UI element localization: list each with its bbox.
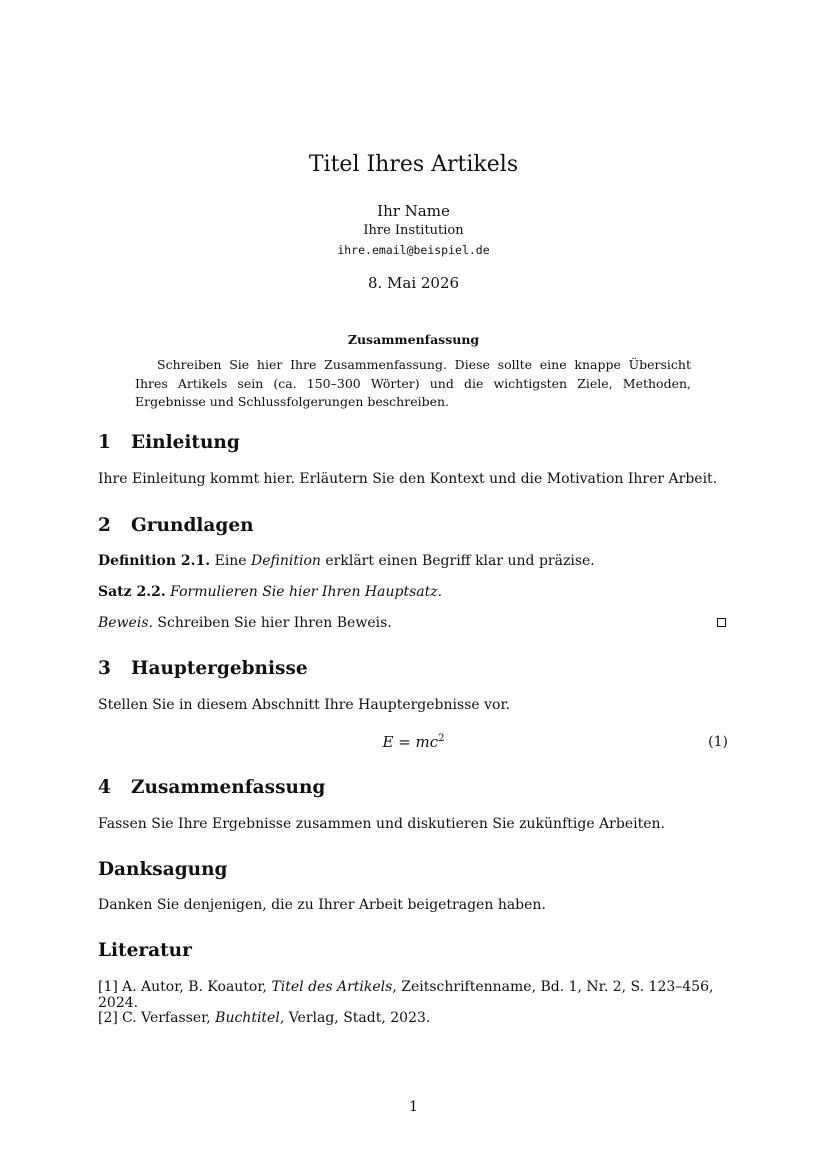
- page-number: 1: [409, 1099, 418, 1115]
- reference-details: , Verlag, Stadt, 2023.: [279, 1010, 431, 1026]
- section-title: Hauptergebnisse: [131, 658, 308, 679]
- author-institution: Ihre Institution: [363, 223, 464, 238]
- theorem-text: Formulieren Sie hier Ihren Hauptsatz.: [170, 584, 443, 600]
- equation-lhs: E: [382, 733, 394, 751]
- equation-equals: =: [393, 733, 416, 751]
- proof-text: Schreiben Sie hier Ihren Beweis.: [157, 615, 392, 631]
- acknowledgements-paragraph: Danken Sie denjenigen, die zu Ihrer Arbeit beigetragen haben.: [98, 897, 546, 913]
- reference-authors: C. Verfasser,: [122, 1010, 211, 1026]
- equation-number: (1): [708, 734, 728, 750]
- reference-item: [98, 1010, 738, 1026]
- section-title: Zusammenfassung: [131, 777, 326, 798]
- section-heading-1: [98, 432, 240, 453]
- reference-title: Titel des Artikels: [271, 979, 393, 995]
- definition-term: Definition: [251, 553, 321, 569]
- section-number: 2: [98, 515, 111, 536]
- paper-date: 8. Mai 2026: [367, 274, 460, 292]
- paper-title: Titel Ihres Artikels: [308, 152, 519, 177]
- results-paragraph: Stellen Sie in diesem Abschnitt Ihre Hauptergebnisse vor.: [98, 697, 511, 713]
- equation-rhs: mc: [415, 733, 439, 751]
- section-title: Grundlagen: [131, 515, 254, 536]
- definition-label: Definition 2.1.: [98, 553, 211, 569]
- definition-text-pre: Eine: [214, 553, 247, 569]
- references-heading: Literatur: [98, 940, 192, 961]
- reference-details: , Zeitschriftenname, Bd. 1, Nr. 2, S. 123–456, 2024.: [98, 979, 714, 1011]
- section-number: 3: [98, 658, 111, 679]
- definition-block: [98, 553, 728, 569]
- reference-label: [2]: [98, 1010, 118, 1026]
- theorem-label: Satz 2.2.: [98, 584, 166, 600]
- reference-item: [98, 979, 738, 1011]
- reference-title: Buchtitel: [215, 1010, 280, 1026]
- abstract-text: Schreiben Sie hier Ihre Zusammenfassung. Diese sollte eine knappe Übersicht Ihres Artikels sein (ca. 150–300 Wörter) und die wichtigsten Ziele, Methoden, Ergebnisse und Schlussfolgerungen beschreiben.: [135, 357, 691, 409]
- section-number: 1: [98, 432, 111, 453]
- section-heading-3: [98, 658, 308, 679]
- definition-text-post: erklärt einen Begriff klar und präzise.: [325, 553, 595, 569]
- qed-square-icon: [717, 618, 726, 627]
- theorem-block: [98, 584, 728, 600]
- section-heading-2: [98, 515, 254, 536]
- reference-label: [1]: [98, 979, 118, 995]
- author-name: Ihr Name: [377, 202, 450, 220]
- section-heading-4: [98, 777, 325, 798]
- conclusion-paragraph: Fassen Sie Ihre Ergebnisse zusammen und diskutieren Sie zukünftige Arbeiten.: [98, 816, 665, 832]
- equation-exponent: 2: [438, 733, 445, 744]
- reference-authors: A. Autor, B. Koautor,: [122, 979, 267, 995]
- section-number: 4: [98, 777, 111, 798]
- proof-block: [98, 615, 728, 631]
- section-title: Einleitung: [131, 432, 240, 453]
- abstract-heading: Zusammenfassung: [347, 332, 480, 347]
- acknowledgements-heading: Danksagung: [98, 859, 228, 880]
- author-email: ihre.email@beispiel.de: [337, 243, 490, 257]
- proof-label: Beweis.: [98, 615, 153, 631]
- intro-paragraph: Ihre Einleitung kommt hier. Erläutern Sie den Kontext und die Motivation Ihrer Arbeit.: [98, 471, 718, 487]
